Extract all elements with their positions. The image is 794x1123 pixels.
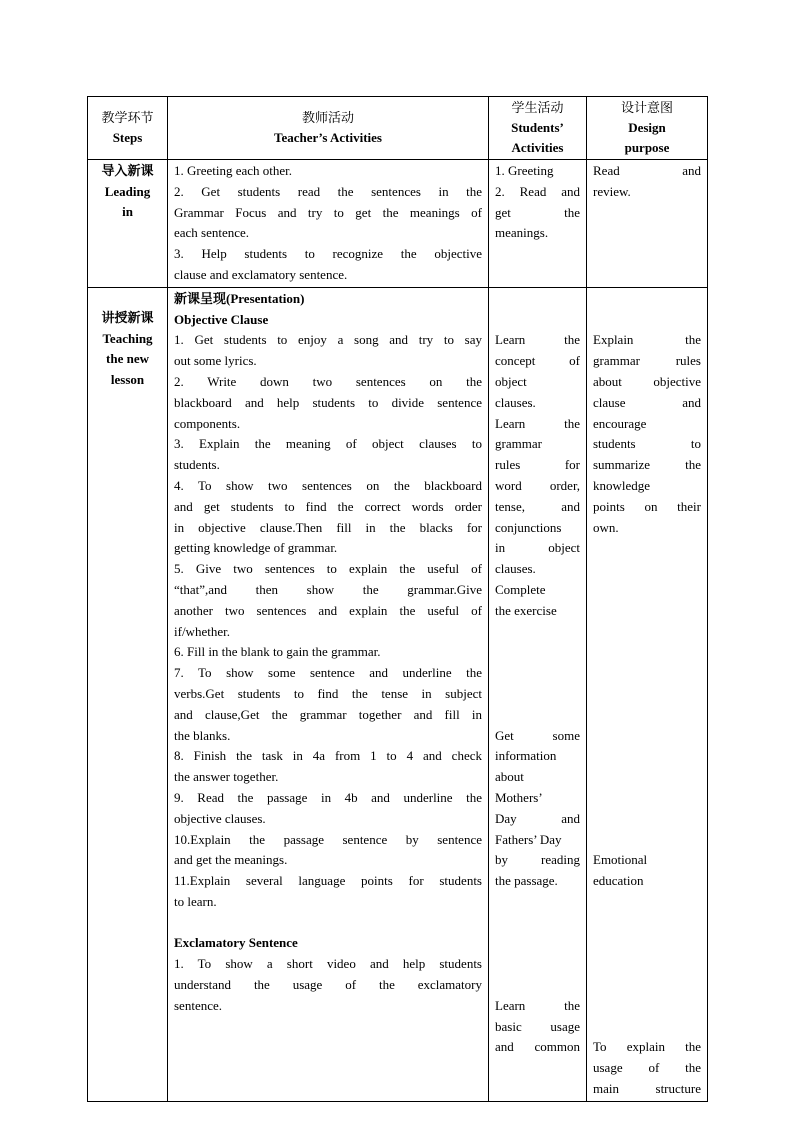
spacer: [495, 975, 580, 996]
spacer: [593, 684, 701, 705]
spacer: [495, 933, 580, 954]
teacher-line: getting knowledge of grammar.: [174, 540, 338, 556]
students-line: the passage.: [495, 873, 558, 889]
leading-teacher-line: 2. Get students read the sentences in the: [174, 183, 482, 199]
header-students-en-2: Activities: [511, 140, 564, 155]
teacher-line: components.: [174, 415, 241, 431]
teacher-line: 10.Explain the passage sentence by sentence: [174, 831, 482, 847]
teaching-stage-en-1: Teaching: [102, 330, 153, 346]
students-line: tense, and: [495, 498, 580, 514]
spacer: [593, 892, 701, 913]
teacher-line: 5. Give two sentences to explain the useful of: [174, 561, 482, 577]
students-line: and common: [495, 1039, 580, 1055]
leading-students-line: get the: [495, 204, 580, 220]
leading-teacher-line: 1. Greeting each other.: [174, 163, 293, 178]
header-steps-en: Steps: [112, 130, 143, 145]
teacher-line: and get the meanings.: [174, 852, 288, 868]
design-line: main structure: [593, 1081, 701, 1097]
spacer: [593, 830, 701, 851]
teaching-stage-zh: 讲授新课: [101, 309, 154, 325]
spacer: [593, 933, 701, 954]
students-line: Day and: [495, 810, 580, 826]
leading-students-line: 2. Read and: [495, 183, 580, 199]
students-line: rules for: [495, 457, 580, 473]
leading-teacher-line: 3. Help students to recognize the objective: [174, 246, 482, 262]
teacher-line: blackboard and help students to divide sentence: [174, 394, 482, 410]
header-teacher-en: Teacher’s Activities: [274, 130, 382, 145]
spacer: [593, 767, 701, 788]
teacher-line: 7. To show some sentence and underline the: [174, 665, 482, 681]
leading-stage-zh: 导入新课: [101, 163, 154, 178]
teacher-line: in objective clause.Then fill in the blacks for: [174, 519, 482, 535]
students-line: concept of: [495, 353, 580, 369]
header-design-en-1: Design: [628, 120, 666, 135]
spacer: [593, 538, 701, 559]
teacher-line: out some lyrics.: [174, 353, 257, 369]
spacer: [495, 642, 580, 663]
spacer: [495, 289, 580, 310]
spacer: [593, 746, 701, 767]
teacher-line: “that”,and then show the grammar.Give: [174, 581, 482, 597]
leading-teacher-line: clause and exclamatory sentence.: [174, 266, 348, 282]
teacher-line: 9. Read the passage in 4b and underline the: [174, 789, 482, 805]
leading-teacher-line: each sentence.: [174, 225, 250, 241]
spacer: [593, 913, 701, 934]
students-line: Fathers’ Day: [495, 831, 562, 847]
students-line: in object: [495, 540, 580, 556]
spacer: [495, 663, 580, 684]
spacer: [593, 705, 701, 726]
teacher-line: verbs.Get students to find the tense in subject: [174, 685, 482, 701]
spacer: [495, 622, 580, 643]
lesson-plan-table: [87, 96, 708, 1102]
teacher-line: the blanks.: [174, 727, 231, 743]
teaching-design-cell: [587, 287, 708, 1101]
leading-stage-en-1: Leading: [104, 183, 151, 199]
teacher-line: 1. To show a short video and help students: [174, 956, 482, 972]
spacer: [593, 580, 701, 601]
leading-students-cell: [489, 160, 587, 288]
students-line: Learn the: [495, 332, 580, 348]
teaching-teacher-cell: [168, 287, 489, 1101]
design-line: points on their: [593, 498, 701, 514]
teacher-line: 6. Fill in the blank to gain the grammar.: [174, 644, 381, 660]
students-line: by reading: [495, 852, 580, 868]
students-line: basic usage: [495, 1018, 580, 1034]
leading-design-line: Read and: [593, 163, 701, 178]
header-steps: [88, 97, 168, 160]
teaching-stage-en-3: lesson: [110, 371, 145, 387]
objective-clause-heading: Objective Clause: [174, 311, 269, 327]
teacher-line: 3. Explain the meaning of object clauses to: [174, 436, 482, 452]
teacher-line: objective clauses.: [174, 810, 266, 826]
spacer: [593, 954, 701, 975]
header-students-zh: 学生活动: [511, 100, 564, 115]
students-line: clauses.: [495, 394, 536, 410]
header-steps-zh: 教学环节: [101, 110, 154, 125]
teacher-line: if/whether.: [174, 623, 230, 639]
header-design-zh: 设计意图: [620, 100, 673, 115]
students-line: Complete: [495, 581, 546, 597]
spacer: [174, 913, 482, 934]
leading-teacher-line: Grammar Focus and try to get the meanings of: [174, 204, 482, 220]
header-teacher-zh: 教师活动: [301, 110, 354, 125]
students-line: word order,: [495, 477, 580, 493]
spacer: [495, 913, 580, 934]
leading-stage-en-2: in: [122, 204, 133, 220]
leading-students-line: meanings.: [495, 225, 549, 241]
students-line: Learn the: [495, 997, 580, 1013]
students-line: about: [495, 769, 524, 785]
teacher-line: 8. Finish the task in 4a from 1 to 4 and check: [174, 748, 482, 764]
students-line: conjunctions: [495, 519, 562, 535]
students-line: Get some: [495, 727, 580, 743]
leading-design-line: review.: [593, 183, 631, 199]
leading-in-row: [88, 160, 708, 288]
header-teacher: [168, 97, 489, 160]
exclamatory-sentence-heading: Exclamatory Sentence: [174, 935, 298, 951]
students-line: Mothers’: [495, 789, 543, 805]
teacher-line: 11.Explain several language points for students: [174, 873, 482, 889]
design-line: own.: [593, 519, 619, 535]
header-row: [88, 97, 708, 160]
teacher-line: the answer together.: [174, 769, 279, 785]
spacer: [495, 954, 580, 975]
spacer: [593, 663, 701, 684]
teacher-line: to learn.: [174, 893, 217, 909]
teacher-line: 2. Write down two sentences on the: [174, 373, 482, 389]
presentation-heading: 新课呈现(Presentation): [174, 290, 305, 306]
header-students: [489, 97, 587, 160]
design-line: about objective: [593, 373, 701, 389]
spacer: [593, 622, 701, 643]
students-line: grammar: [495, 436, 542, 452]
students-line: information: [495, 748, 557, 764]
design-line: education: [593, 873, 644, 889]
header-students-en-1: Students’: [511, 120, 564, 135]
spacer: [593, 996, 701, 1017]
design-line: usage of the: [593, 1060, 701, 1076]
students-line: Learn the: [495, 415, 580, 431]
design-line: encourage: [593, 415, 647, 431]
teacher-line: and get students to find the correct words order: [174, 498, 482, 514]
design-line: students to: [593, 436, 701, 452]
teaching-stage-en-2: the new: [106, 351, 149, 367]
teacher-line: 1. Get students to enjoy a song and try to say: [174, 332, 482, 348]
spacer: [593, 809, 701, 830]
spacer: [593, 642, 701, 663]
spacer: [593, 975, 701, 996]
students-line: clauses.: [495, 561, 536, 577]
students-line: the exercise: [495, 602, 557, 618]
teacher-line: another two sentences and explain the useful of: [174, 602, 482, 618]
spacer: [593, 310, 701, 331]
teaching-row: [88, 287, 708, 1101]
design-line: grammar rules: [593, 353, 701, 369]
spacer: [593, 788, 701, 809]
spacer: [495, 705, 580, 726]
teacher-line: and clause,Get the grammar together and fill in: [174, 706, 482, 722]
design-line: knowledge: [593, 477, 651, 493]
leading-students-line: 1. Greeting: [495, 163, 554, 178]
design-line: To explain the: [593, 1039, 701, 1055]
teaching-stage-cell: [88, 287, 168, 1101]
teacher-line: 4. To show two sentences on the blackboard: [174, 477, 482, 493]
spacer: [593, 289, 701, 310]
spacer: [495, 310, 580, 331]
teacher-line: sentence.: [174, 997, 223, 1013]
spacer: [593, 726, 701, 747]
students-line: object: [495, 373, 527, 389]
spacer: [593, 1017, 701, 1038]
design-line: Emotional: [593, 852, 648, 868]
leading-design-cell: [587, 160, 708, 288]
teaching-students-cell: [489, 287, 587, 1101]
spacer: [593, 559, 701, 580]
header-design-en-2: purpose: [624, 140, 670, 155]
leading-teacher-cell: [168, 160, 489, 288]
teacher-line: students.: [174, 457, 220, 473]
design-line: summarize the: [593, 457, 701, 473]
design-line: clause and: [593, 394, 701, 410]
teacher-line: understand the usage of the exclamatory: [174, 977, 482, 993]
design-line: Explain the: [593, 332, 701, 348]
spacer: [593, 601, 701, 622]
leading-stage-cell: [88, 160, 168, 288]
header-design: [587, 97, 708, 160]
spacer: [495, 892, 580, 913]
spacer: [495, 684, 580, 705]
